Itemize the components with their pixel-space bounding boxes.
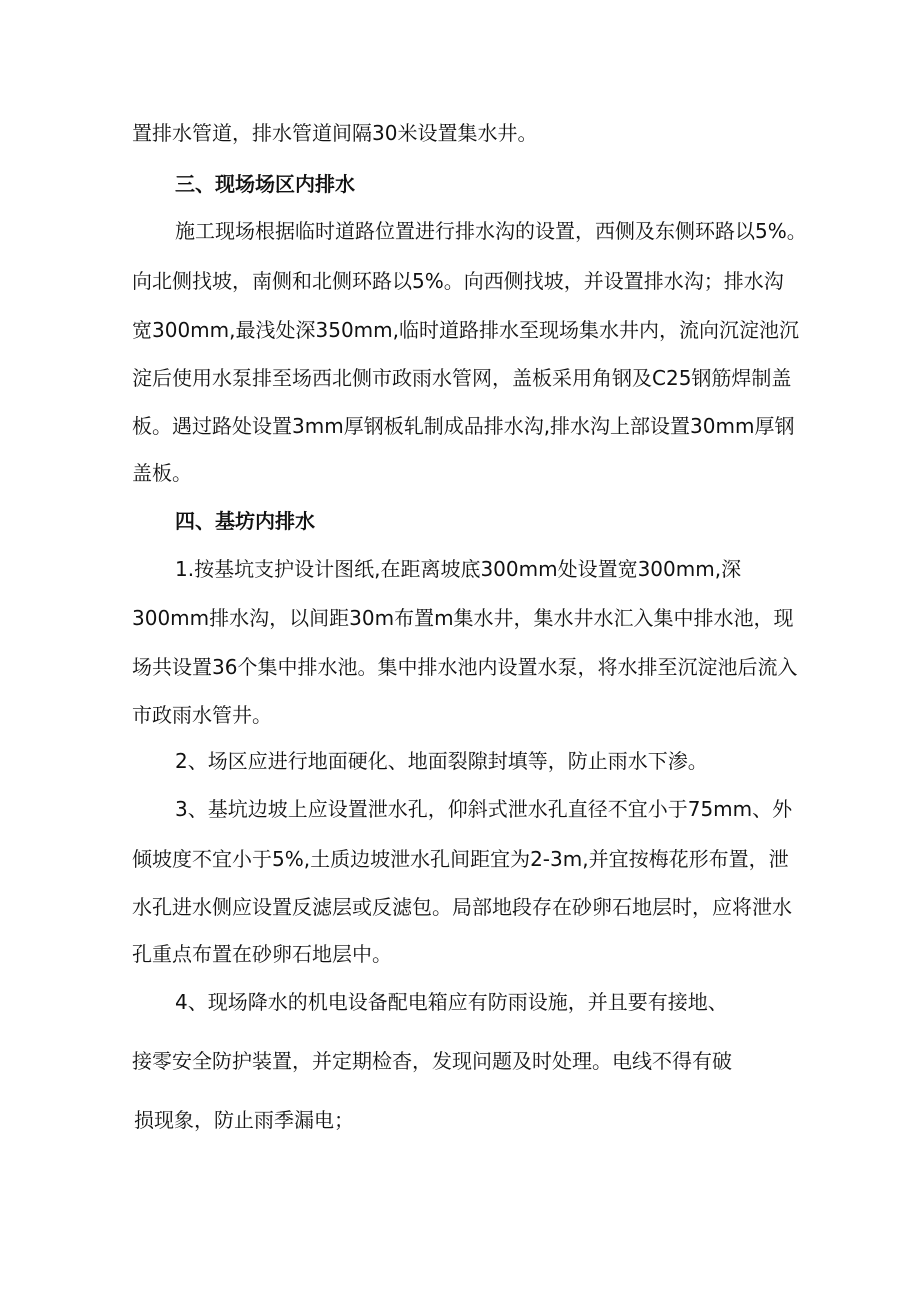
text-line-8: 盖板。 (132, 461, 192, 485)
text-line-19: 4、现场降水的机电设备配电箱应有防雨设施，并且要有接地、 (175, 990, 728, 1014)
text-line-17: 水孔进水侧应设置反滤层或反滤包。局部地段存在砂卵石地层时，应将泄水 (132, 895, 792, 919)
section-heading-4: 四、基坊内排水 (175, 509, 315, 533)
text-line-20: 接零安全防护装置，并定期检杳，发现问题及时处理。电线不得有破 (132, 1049, 732, 1073)
text-line-1: 置排水管道，排水管道间隔30米设置集水井。 (132, 121, 538, 145)
text-line-15: 3、基坑边坡上应设置泄水孔，仰斜式泄水孔直径不宜小于75mm、外 (175, 797, 793, 821)
text-line-7: 板。遇过路处设置3mm厚钢板轧制成品排水沟,排水沟上部设置30mm厚钢 (132, 414, 795, 438)
text-line-18: 孔重点布置在砂卵石地层中。 (132, 942, 392, 966)
section-heading-3: 三、现场场区内排水 (175, 172, 355, 196)
text-line-3: 施工现场根据临时道路位置进行排水沟的设置，西侧及东侧环路以5%。 (175, 219, 807, 243)
text-line-16: 倾坡度不宜小于5%,土质边坡泄水孔间距宜为2-3m,并宜按梅花形布置，泄 (132, 847, 789, 871)
text-line-11: 300mm排水沟，以间距30m布置m集水井，集水井水汇入集中排水池，现 (132, 606, 794, 630)
text-line-4: 向北侧找坡，南侧和北侧环路以5%。向西侧找坡，并设置排水沟；排水沟 (132, 269, 784, 293)
text-line-13: 市政雨水管井。 (132, 703, 272, 727)
text-line-6: 淀后使用水泵排至场西北侧市政雨水管网，盖板采用角钢及C25钢筋焊制盖 (132, 366, 792, 390)
text-line-12: 场共设置36个集中排水池。集中排水池内设置水泵，将水排至沉淀池后流入 (132, 655, 798, 679)
text-line-10: 1.按基坑支护设计图纸,在距离坡底300mm处设置宽300mm,深 (175, 557, 742, 581)
text-line-21: 损现象，防止雨季漏电； (134, 1108, 354, 1132)
text-line-5: 宽300mm,最浅处深350mm,临时道路排水至现场集水井内，流向沉淀池沉 (132, 318, 799, 342)
text-line-14: 2、场区应进行地面硬化、地面裂隙封填等，防止雨水下渗。 (175, 749, 708, 773)
